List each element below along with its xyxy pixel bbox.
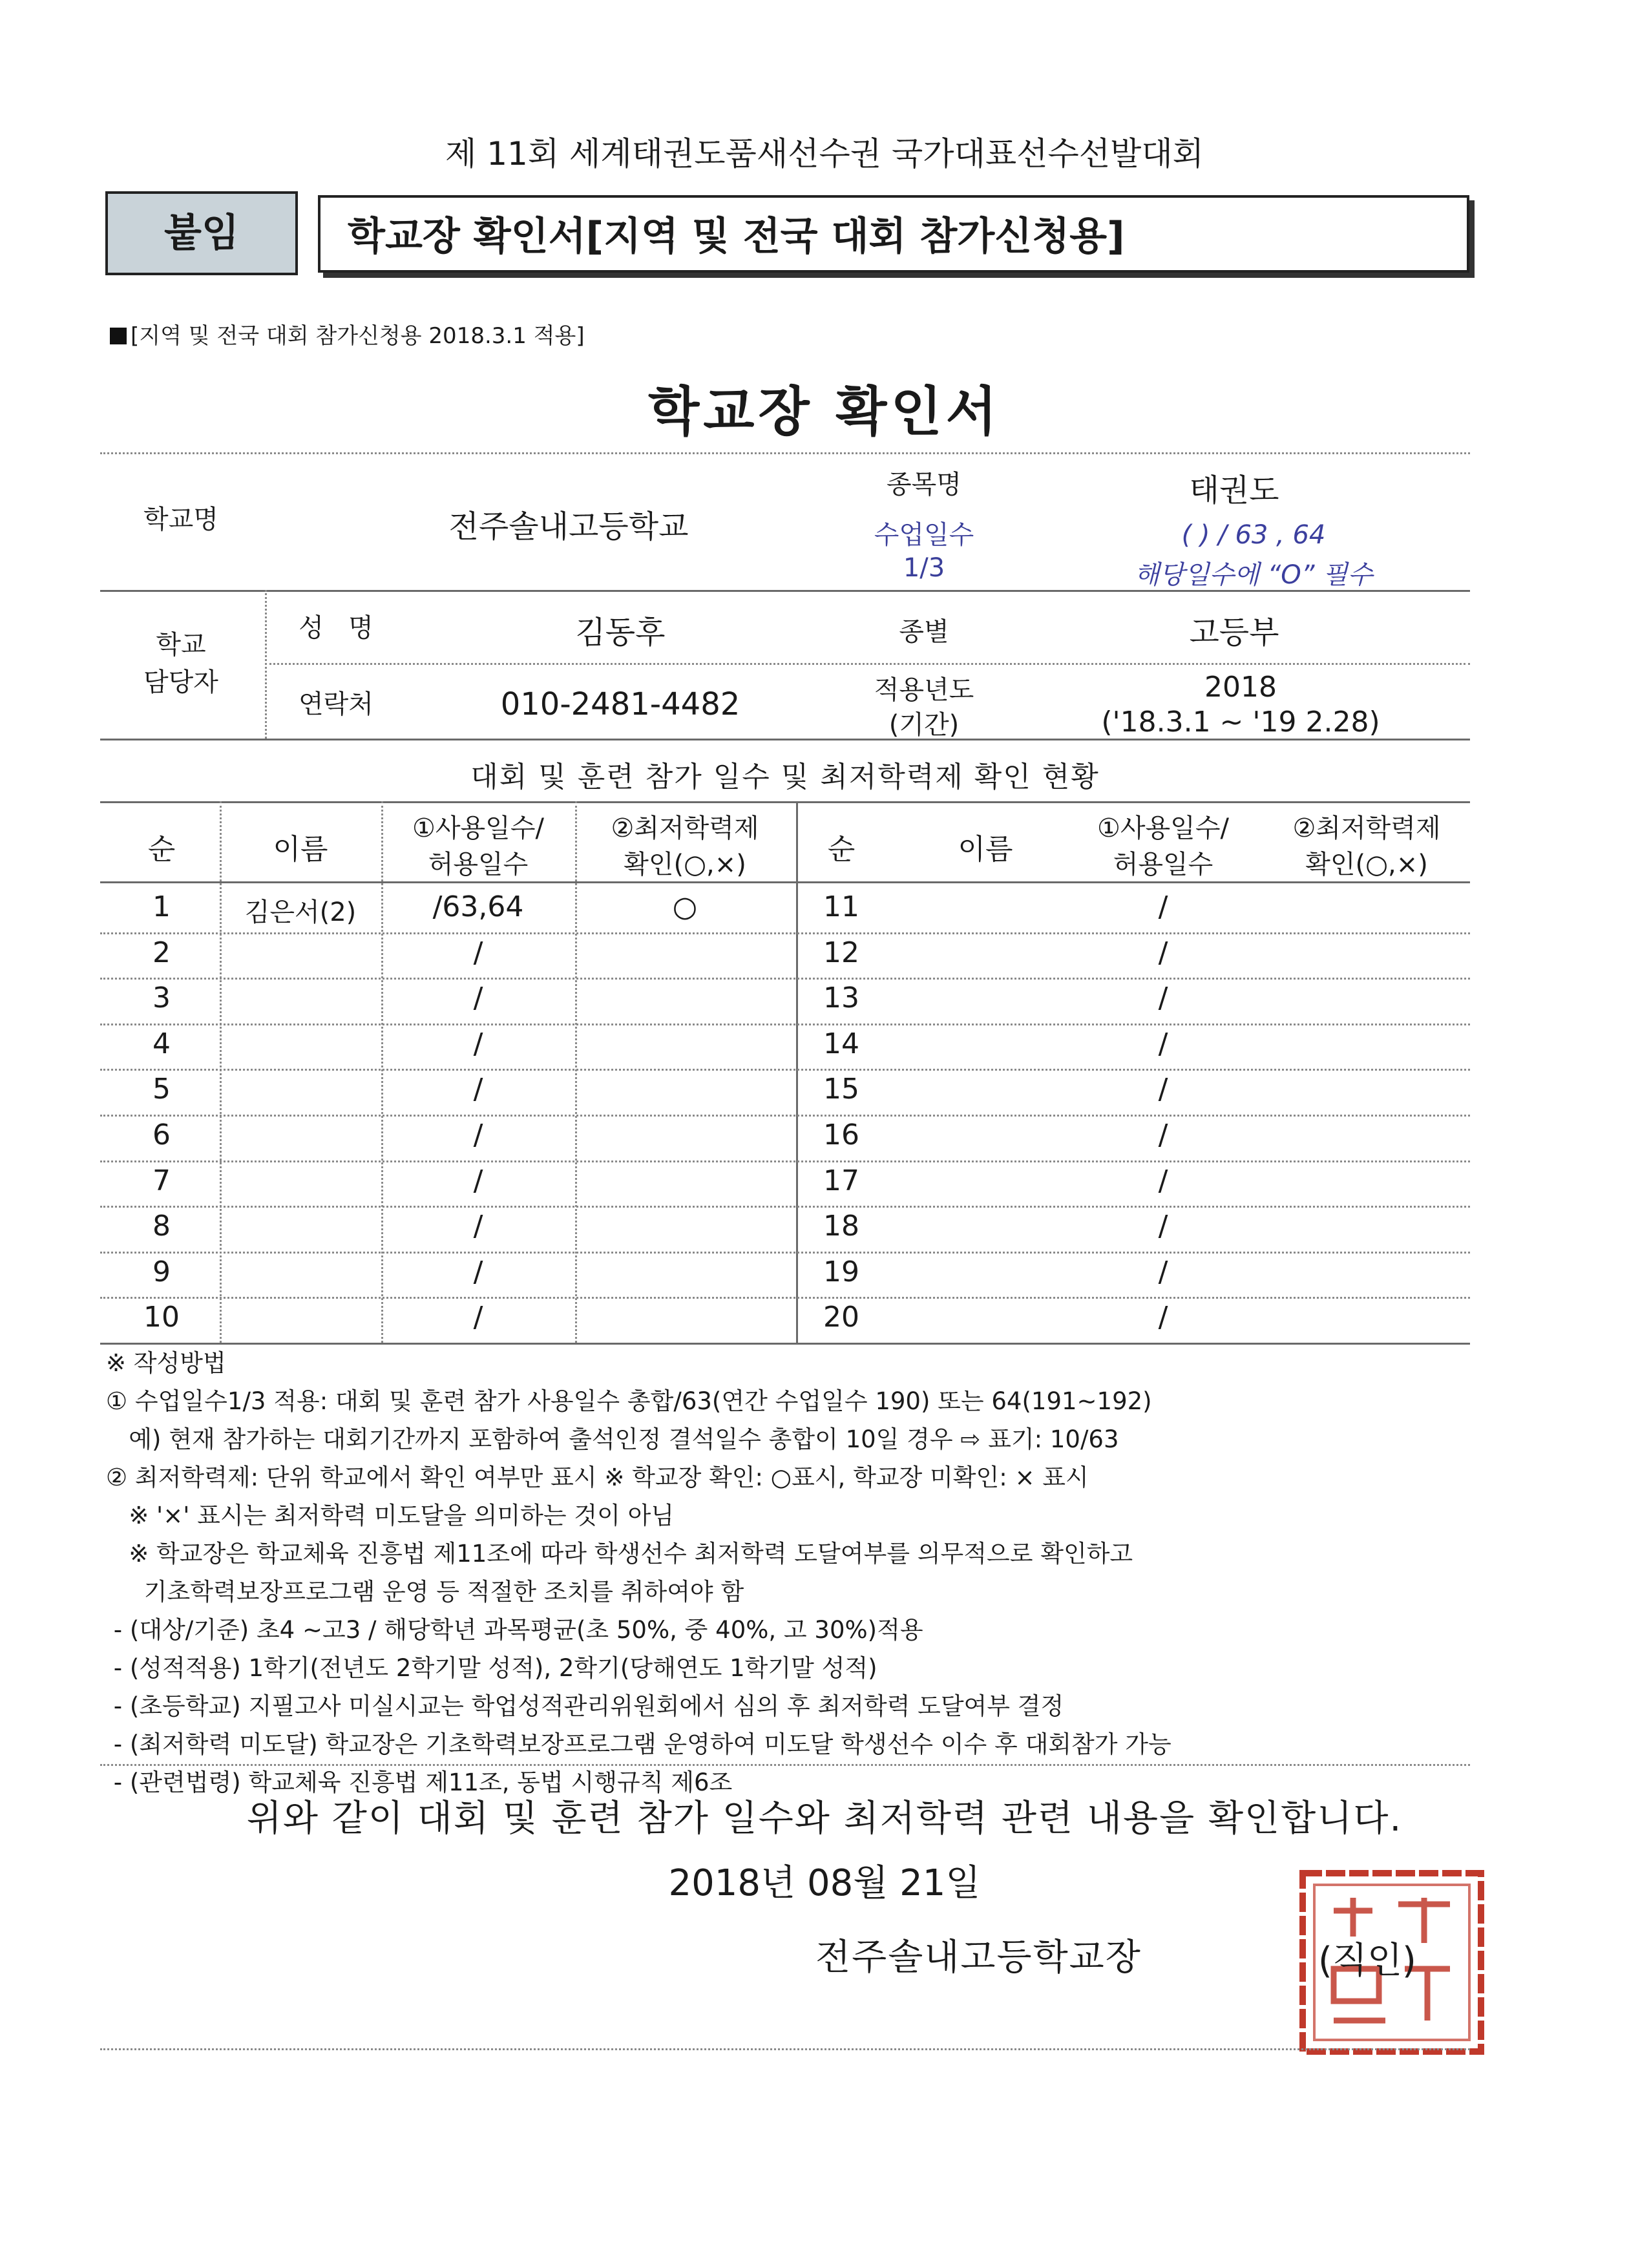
- confirmation-text: 위와 같이 대회 및 훈련 참가 일수와 최저학력 관련 내용을 확인합니다.: [246, 1798, 1403, 1840]
- instruction-line: 예) 현재 참가하는 대회기간까지 포함하여 출석인정 결석일수 총합이 10일 경우 ⇨ 표기: 10/63: [106, 1425, 1119, 1453]
- row-days-right: /: [1158, 1255, 1168, 1288]
- instruction-line: - (초등학교) 지필고사 미실시교는 학업성적관리위원회에서 심의 후 최저학력 도달여부 결정: [106, 1692, 1064, 1720]
- row-number: 9: [152, 1255, 171, 1288]
- header-days-right-2: 허용일수: [1113, 850, 1213, 879]
- phone-label: 연락처: [299, 689, 373, 719]
- row-number: 1: [152, 890, 171, 923]
- year-label: 적용년도: [874, 675, 974, 705]
- year-value: 2018: [1204, 671, 1277, 704]
- instruction-line: ① 수업일수1/3 적용: 대회 및 훈련 참가 사용일수 총합/63(연간 수업일수 190) 또는 64(191~192): [106, 1387, 1152, 1415]
- header-check: ②최저학력제: [611, 814, 759, 843]
- column-rule: [575, 801, 577, 1343]
- instruction-line: - (대상/기준) 초4 ~고3 / 해당학년 과목평균(초 50%, 중 40%, 고 30%)적용: [106, 1616, 923, 1644]
- row-name: 김은서(2): [244, 898, 357, 927]
- row-number-right: 18: [823, 1210, 859, 1243]
- row-number-right: 16: [823, 1118, 859, 1151]
- row-rule: [100, 1115, 1470, 1117]
- form-banner: 학교장 확인서[지역 및 전국 대회 참가신청용]: [318, 195, 1469, 273]
- division-value: 고등부: [1189, 614, 1279, 651]
- row-check: ○: [672, 890, 698, 923]
- row-rule: [100, 978, 1470, 980]
- table-top-rule: [100, 801, 1470, 803]
- row-rule: [100, 1297, 1470, 1299]
- name-label: 성 명: [299, 613, 373, 643]
- row-number-right: 14: [823, 1027, 859, 1060]
- instruction-line: ※ '×' 표시는 최저학력 미도달을 의미하는 것이 아님: [106, 1502, 675, 1529]
- row-days: /: [473, 1118, 483, 1151]
- row-rule: [100, 1024, 1470, 1025]
- school-value: 전주솔내고등학교: [448, 509, 689, 545]
- row-rule: [100, 1069, 1470, 1071]
- instruction-line: - (최저학력 미도달) 학교장은 기초학력보장프로그램 운영하여 미도달 학생선수 이수 후 대회참가 가능: [106, 1730, 1171, 1758]
- contact-label: 학교: [156, 630, 206, 660]
- row-number-right: 15: [823, 1073, 859, 1106]
- row-days-right: /: [1158, 1118, 1168, 1151]
- row-days: /: [473, 982, 483, 1014]
- row-days: /: [473, 1027, 483, 1060]
- row-number-right: 17: [823, 1164, 859, 1197]
- status-title: 대회 및 훈련 참가 일수 및 최저학력제 확인 현황: [470, 761, 1100, 793]
- instruction-line: ※ 작성방법: [106, 1349, 226, 1377]
- row-number: 8: [152, 1210, 171, 1243]
- row-days-right: /: [1158, 1027, 1168, 1060]
- rule-line: [100, 452, 1470, 454]
- header-no: 순: [147, 833, 176, 866]
- event-label: 종목명: [887, 470, 961, 499]
- issue-date: 2018년 08월 21일: [668, 1862, 981, 1904]
- attachment-badge: 붙임: [105, 191, 298, 275]
- row-days-right: /: [1158, 1073, 1168, 1106]
- header-days-right: ①사용일수/: [1097, 814, 1229, 843]
- row-number: 10: [143, 1301, 180, 1334]
- year-period: ('18.3.1 ~ '19 2.28): [1101, 706, 1380, 739]
- row-days-right: /: [1158, 982, 1168, 1014]
- header-check-2: 확인(○,×): [624, 850, 746, 879]
- instruction-line: 기초학력보장프로그램 운영 등 적절한 조치를 취하여야 함: [106, 1578, 744, 1606]
- instruction-line: ※ 학교장은 학교체육 진흥법 제11조에 따라 학생선수 최저학력 도달여부를 의무적으로 확인하고: [106, 1540, 1133, 1568]
- rule-line: [100, 1764, 1470, 1766]
- row-days: /63,64: [432, 890, 524, 923]
- row-days: /: [473, 1301, 483, 1334]
- row-days-right: /: [1158, 1210, 1168, 1243]
- header-check-right: ②최저학력제: [1292, 814, 1441, 843]
- instruction-line: ② 최저학력제: 단위 학교에서 확인 여부만 표시 ※ 학교장 확인: ○표시, 학교장 미확인: × 표시: [106, 1464, 1089, 1491]
- row-number: 4: [152, 1027, 171, 1060]
- row-days: /: [473, 1255, 483, 1288]
- row-days: /: [473, 1073, 483, 1106]
- column-rule: [220, 801, 222, 1343]
- rule-line: [265, 590, 267, 739]
- row-days: /: [473, 936, 483, 969]
- event-value: 태권도: [1189, 472, 1279, 509]
- seal-label: (직인): [1318, 1940, 1416, 1982]
- row-number-right: 11: [823, 890, 859, 923]
- rule-line: [100, 739, 1470, 740]
- row-number: 6: [152, 1118, 171, 1151]
- instructions: [106, 1344, 1495, 1801]
- row-rule: [100, 932, 1470, 934]
- days-label-fraction: 1/3: [903, 553, 945, 583]
- row-number-right: 12: [823, 936, 859, 969]
- header-name: 이름: [273, 833, 328, 866]
- subnote-text: [지역 및 전국 대회 참가신청용 2018.3.1 적용]: [131, 323, 585, 349]
- row-number: 2: [152, 936, 171, 969]
- year-label-2: (기간): [888, 710, 960, 740]
- contact-label-2: 담당자: [143, 667, 218, 697]
- instruction-line: - (관련법령) 학교체육 진흥법 제11조, 동법 시행규칙 제6조: [106, 1769, 733, 1796]
- principal-name: 전주솔내고등학교장: [815, 1937, 1142, 1979]
- row-number-right: 13: [823, 982, 859, 1014]
- rule-line: [100, 2048, 1470, 2050]
- header-no-right: 순: [827, 833, 856, 866]
- square-bullet-icon: [110, 328, 127, 344]
- row-number-right: 20: [823, 1301, 859, 1334]
- header-days: ①사용일수/: [412, 814, 544, 843]
- table-header-rule: [100, 881, 1470, 883]
- row-number: 5: [152, 1073, 171, 1106]
- school-label: 학교명: [143, 505, 218, 534]
- row-days-right: /: [1158, 890, 1168, 923]
- division-label: 종별: [899, 617, 949, 647]
- row-rule: [100, 1252, 1470, 1254]
- days-value: ( ) / 63 , 64: [1181, 520, 1326, 550]
- row-rule: [100, 1206, 1470, 1208]
- header-days-2: 허용일수: [428, 850, 529, 879]
- competition-title: 제 11회 세계태권도품새선수권 국가대표선수선발대회: [445, 135, 1204, 173]
- row-days-right: /: [1158, 1164, 1168, 1197]
- rule-line: [265, 663, 1470, 665]
- row-number: 3: [152, 982, 171, 1014]
- row-days-right: /: [1158, 1301, 1168, 1334]
- row-days: /: [473, 1164, 483, 1197]
- days-note: 해당일수에 “O” 필수: [1134, 560, 1373, 590]
- document-title: 학교장 확인서: [648, 381, 1001, 443]
- days-label: 수업일수: [874, 520, 974, 550]
- phone-value: 010-2481-4482: [500, 686, 740, 722]
- name-value: 김동후: [575, 614, 666, 651]
- row-rule: [100, 1160, 1470, 1162]
- subnote: [110, 318, 585, 350]
- header-check-right-2: 확인(○,×): [1305, 850, 1428, 879]
- instruction-line: - (성적적용) 1학기(전년도 2학기말 성적), 2학기(당해연도 1학기말 성적): [106, 1654, 877, 1682]
- row-number: 7: [152, 1164, 171, 1197]
- row-days: /: [473, 1210, 483, 1243]
- row-number-right: 19: [823, 1255, 859, 1288]
- header-name-right: 이름: [958, 833, 1013, 866]
- row-days-right: /: [1158, 936, 1168, 969]
